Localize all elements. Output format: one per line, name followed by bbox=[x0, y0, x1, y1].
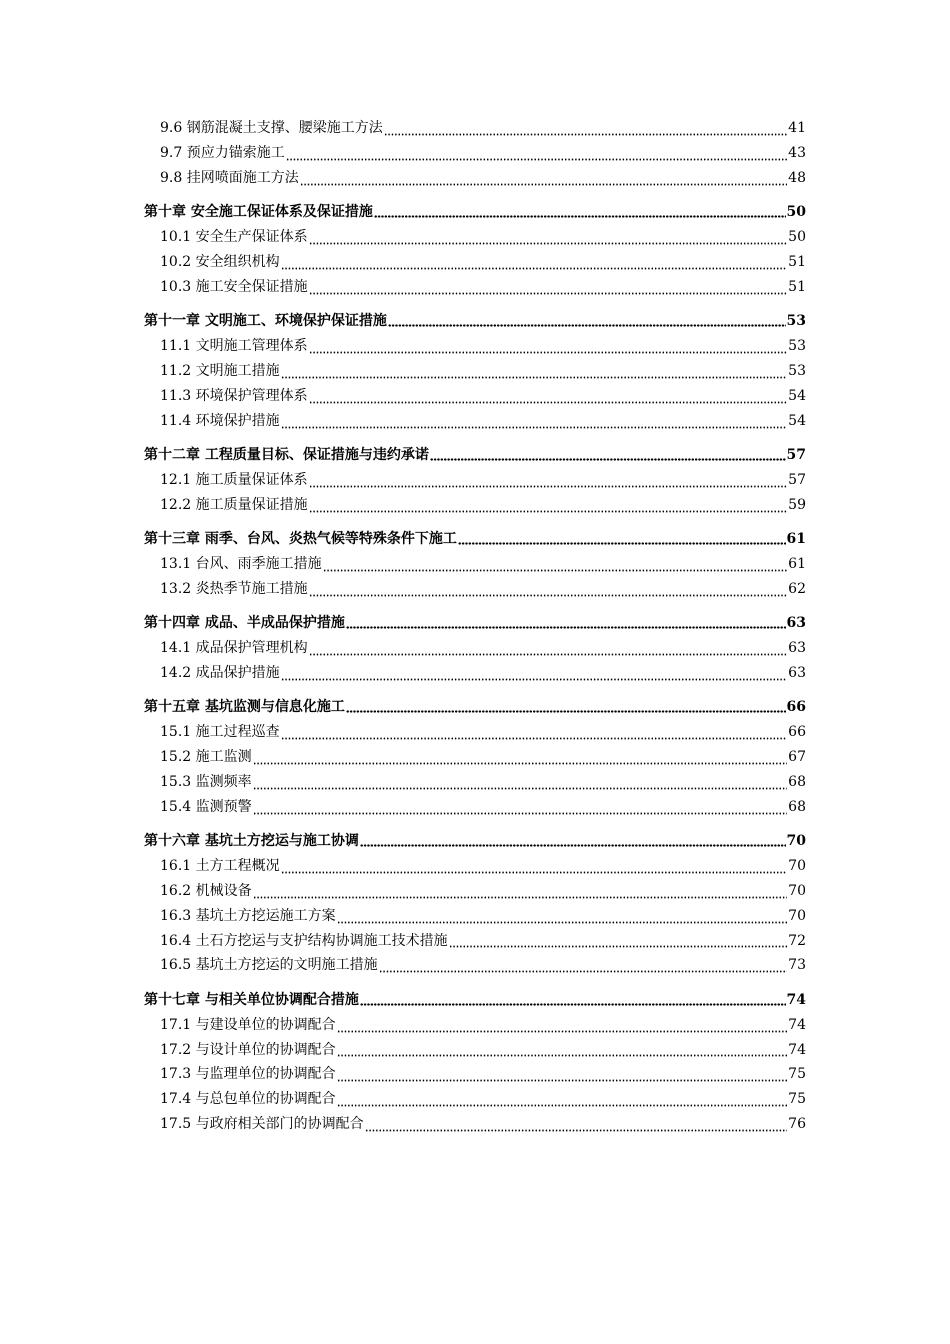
toc-page-number: 61 bbox=[788, 555, 806, 572]
toc-chapter-entry[interactable] bbox=[144, 518, 806, 552]
toc-section-entry[interactable] bbox=[144, 409, 806, 434]
dot-leader bbox=[309, 281, 788, 295]
toc-entry-label: 17.1 与建设单位的协调配合 bbox=[160, 1016, 336, 1033]
toc-entry-label: 16.3 基坑土方挖运施工方案 bbox=[160, 907, 336, 924]
toc-entry-label: 11.2 文明施工措施 bbox=[160, 362, 280, 379]
toc-section-entry[interactable] bbox=[144, 904, 806, 929]
dot-leader bbox=[365, 1118, 788, 1132]
toc-section-entry[interactable] bbox=[144, 1038, 806, 1063]
toc-section-entry[interactable] bbox=[144, 1087, 806, 1112]
toc-entry-label: 第十章 安全施工保证体系及保证措施 bbox=[144, 203, 373, 220]
toc-entry-label: 第十二章 工程质量目标、保证措施与违约承诺 bbox=[144, 446, 429, 463]
toc-page-number: 68 bbox=[788, 798, 806, 815]
toc-page-number: 54 bbox=[788, 412, 806, 429]
toc-entry-label: 第十六章 基坑土方挖运与施工协调 bbox=[144, 832, 359, 849]
toc-section-entry[interactable] bbox=[144, 1062, 806, 1087]
toc-entry-label: 12.1 施工质量保证体系 bbox=[160, 471, 308, 488]
dot-leader bbox=[374, 204, 786, 218]
toc-section-entry[interactable] bbox=[144, 745, 806, 770]
toc-page-number: 53 bbox=[788, 337, 806, 354]
toc-chapter-entry[interactable] bbox=[144, 820, 806, 854]
toc-page-number: 76 bbox=[788, 1116, 806, 1133]
dot-leader bbox=[253, 776, 788, 790]
toc-entry-label: 14.1 成品保护管理机构 bbox=[160, 639, 308, 656]
toc-chapter-entry[interactable] bbox=[144, 686, 806, 720]
toc-section-entry[interactable] bbox=[144, 661, 806, 686]
toc-chapter-entry[interactable] bbox=[144, 191, 806, 225]
toc-page-number: 70 bbox=[788, 882, 806, 899]
toc-entry-label: 12.2 施工质量保证措施 bbox=[160, 496, 308, 513]
toc-page-number: 70 bbox=[788, 907, 806, 924]
dot-leader bbox=[309, 390, 788, 404]
toc-entry-label: 9.7 预应力锚索施工 bbox=[160, 144, 285, 161]
toc-page-number: 43 bbox=[788, 144, 806, 161]
toc-entry-label: 16.5 基坑土方挖运的文明施工措施 bbox=[160, 957, 378, 974]
toc-page-number: 75 bbox=[788, 1091, 806, 1108]
toc-entry-label: 10.1 安全生产保证体系 bbox=[160, 228, 308, 245]
toc-entry-label: 16.4 土石方挖运与支护结构协调施工技术措施 bbox=[160, 932, 448, 949]
toc-section-entry[interactable] bbox=[144, 493, 806, 518]
dot-leader bbox=[337, 1019, 788, 1033]
toc-chapter-entry[interactable] bbox=[144, 602, 806, 636]
dot-leader bbox=[346, 615, 786, 629]
toc-section-entry[interactable] bbox=[144, 334, 806, 359]
toc-page-number: 41 bbox=[788, 119, 806, 136]
dot-leader bbox=[281, 256, 788, 270]
dot-leader bbox=[388, 313, 786, 327]
toc-page-number: 67 bbox=[788, 748, 806, 765]
toc-page-number: 59 bbox=[788, 496, 806, 513]
toc-page-number: 63 bbox=[788, 664, 806, 681]
dot-leader bbox=[253, 885, 788, 899]
toc-section-entry[interactable] bbox=[144, 384, 806, 409]
dot-leader bbox=[360, 992, 786, 1006]
dot-leader bbox=[281, 415, 788, 429]
toc-entry-label: 第十三章 雨季、台风、炎热气候等特殊条件下施工 bbox=[144, 530, 457, 547]
toc-page-number: 66 bbox=[786, 699, 806, 716]
dot-leader bbox=[281, 726, 788, 740]
toc-page-number: 63 bbox=[788, 639, 806, 656]
dot-leader bbox=[337, 910, 788, 924]
toc-entry-label: 10.2 安全组织机构 bbox=[160, 253, 280, 270]
toc-entry-label: 9.8 挂网喷面施工方法 bbox=[160, 169, 299, 186]
toc-section-entry[interactable] bbox=[144, 720, 806, 745]
toc-section-entry[interactable] bbox=[144, 468, 806, 493]
toc-section-entry[interactable] bbox=[144, 166, 806, 191]
toc-page-number: 61 bbox=[786, 530, 806, 547]
dot-leader bbox=[309, 642, 788, 656]
toc-entry-label: 17.2 与设计单位的协调配合 bbox=[160, 1041, 336, 1058]
toc-page-number: 74 bbox=[788, 1016, 806, 1033]
dot-leader bbox=[309, 499, 788, 513]
table-of-contents bbox=[144, 116, 806, 1137]
toc-entry-label: 13.1 台风、雨季施工措施 bbox=[160, 555, 322, 572]
toc-page-number: 70 bbox=[788, 857, 806, 874]
dot-leader bbox=[384, 122, 787, 136]
toc-page-number: 48 bbox=[788, 169, 806, 186]
toc-entry-label: 17.5 与政府相关部门的协调配合 bbox=[160, 1116, 364, 1133]
toc-entry-label: 17.4 与总包单位的协调配合 bbox=[160, 1091, 336, 1108]
toc-section-entry[interactable] bbox=[144, 275, 806, 300]
dot-leader bbox=[281, 667, 788, 681]
toc-section-entry[interactable] bbox=[144, 953, 806, 978]
toc-entry-label: 第十一章 文明施工、环境保护保证措施 bbox=[144, 312, 387, 329]
toc-section-entry[interactable] bbox=[144, 1013, 806, 1038]
dot-leader bbox=[309, 583, 788, 597]
toc-page-number: 54 bbox=[788, 387, 806, 404]
toc-page-number: 74 bbox=[786, 991, 806, 1008]
toc-entry-label: 第十七章 与相关单位协调配合措施 bbox=[144, 991, 359, 1008]
toc-section-entry[interactable] bbox=[144, 770, 806, 795]
dot-leader bbox=[281, 365, 788, 379]
toc-entry-label: 15.3 监测频率 bbox=[160, 773, 252, 790]
dot-leader bbox=[458, 531, 786, 545]
toc-entry-label: 14.2 成品保护措施 bbox=[160, 664, 280, 681]
dot-leader bbox=[430, 447, 786, 461]
dot-leader bbox=[337, 1043, 788, 1057]
dot-leader bbox=[337, 1093, 788, 1107]
toc-page-number: 74 bbox=[788, 1041, 806, 1058]
toc-section-entry[interactable] bbox=[144, 250, 806, 275]
toc-page-number: 53 bbox=[788, 362, 806, 379]
toc-section-entry[interactable] bbox=[144, 1112, 806, 1137]
toc-entry-label: 11.3 环境保护管理体系 bbox=[160, 387, 308, 404]
dot-leader bbox=[337, 1068, 788, 1082]
toc-page-number: 57 bbox=[788, 471, 806, 488]
toc-page-number: 50 bbox=[788, 228, 806, 245]
dot-leader bbox=[253, 801, 788, 815]
toc-section-entry[interactable] bbox=[144, 929, 806, 954]
toc-entry-label: 第十五章 基坑监测与信息化施工 bbox=[144, 699, 345, 716]
toc-page-number: 70 bbox=[786, 832, 806, 849]
toc-entry-label: 9.6 钢筋混凝土支撑、腰梁施工方法 bbox=[160, 119, 383, 136]
dot-leader bbox=[309, 340, 788, 354]
toc-page-number: 51 bbox=[788, 278, 806, 295]
toc-section-entry[interactable] bbox=[144, 636, 806, 661]
toc-entry-label: 17.3 与监理单位的协调配合 bbox=[160, 1066, 336, 1083]
toc-page-number: 63 bbox=[786, 614, 806, 631]
dot-leader bbox=[309, 474, 788, 488]
toc-entry-label: 11.4 环境保护措施 bbox=[160, 412, 280, 429]
toc-entry-label: 15.2 施工监测 bbox=[160, 748, 252, 765]
toc-section-entry[interactable] bbox=[144, 577, 806, 602]
toc-page-number: 50 bbox=[786, 203, 806, 220]
toc-entry-label: 10.3 施工安全保证措施 bbox=[160, 278, 308, 295]
dot-leader bbox=[309, 231, 788, 245]
dot-leader bbox=[360, 833, 786, 847]
toc-section-entry[interactable] bbox=[144, 552, 806, 577]
dot-leader bbox=[379, 959, 788, 973]
toc-section-entry[interactable] bbox=[144, 854, 806, 879]
toc-section-entry[interactable] bbox=[144, 795, 806, 820]
toc-entry-label: 11.1 文明施工管理体系 bbox=[160, 337, 308, 354]
toc-page-number: 73 bbox=[788, 957, 806, 974]
toc-chapter-entry[interactable] bbox=[144, 434, 806, 468]
toc-page-number: 66 bbox=[788, 724, 806, 741]
toc-page-number: 72 bbox=[788, 932, 806, 949]
toc-page-number: 51 bbox=[788, 253, 806, 270]
toc-page-number: 62 bbox=[788, 580, 806, 597]
dot-leader bbox=[253, 751, 788, 765]
toc-entry-label: 15.1 施工过程巡查 bbox=[160, 724, 280, 741]
toc-chapter-entry[interactable] bbox=[144, 300, 806, 334]
toc-section-entry[interactable] bbox=[144, 141, 806, 166]
toc-page-number: 53 bbox=[786, 312, 806, 329]
dot-leader bbox=[286, 147, 787, 161]
toc-entry-label: 15.4 监测预警 bbox=[160, 798, 252, 815]
toc-page-number: 75 bbox=[788, 1066, 806, 1083]
toc-section-entry[interactable] bbox=[144, 359, 806, 384]
dot-leader bbox=[300, 172, 787, 186]
toc-entry-label: 16.2 机械设备 bbox=[160, 882, 252, 899]
toc-entry-label: 16.1 土方工程概况 bbox=[160, 857, 280, 874]
dot-leader bbox=[323, 558, 788, 572]
toc-section-entry[interactable] bbox=[144, 116, 806, 141]
dot-leader bbox=[449, 934, 788, 948]
toc-page-number: 57 bbox=[786, 446, 806, 463]
toc-section-entry[interactable] bbox=[144, 879, 806, 904]
toc-section-entry[interactable] bbox=[144, 225, 806, 250]
toc-entry-label: 13.2 炎热季节施工措施 bbox=[160, 580, 308, 597]
toc-page-number: 68 bbox=[788, 773, 806, 790]
toc-chapter-entry[interactable] bbox=[144, 978, 806, 1012]
toc-entry-label: 第十四章 成品、半成品保护措施 bbox=[144, 614, 345, 631]
dot-leader bbox=[281, 860, 788, 874]
dot-leader bbox=[346, 699, 786, 713]
